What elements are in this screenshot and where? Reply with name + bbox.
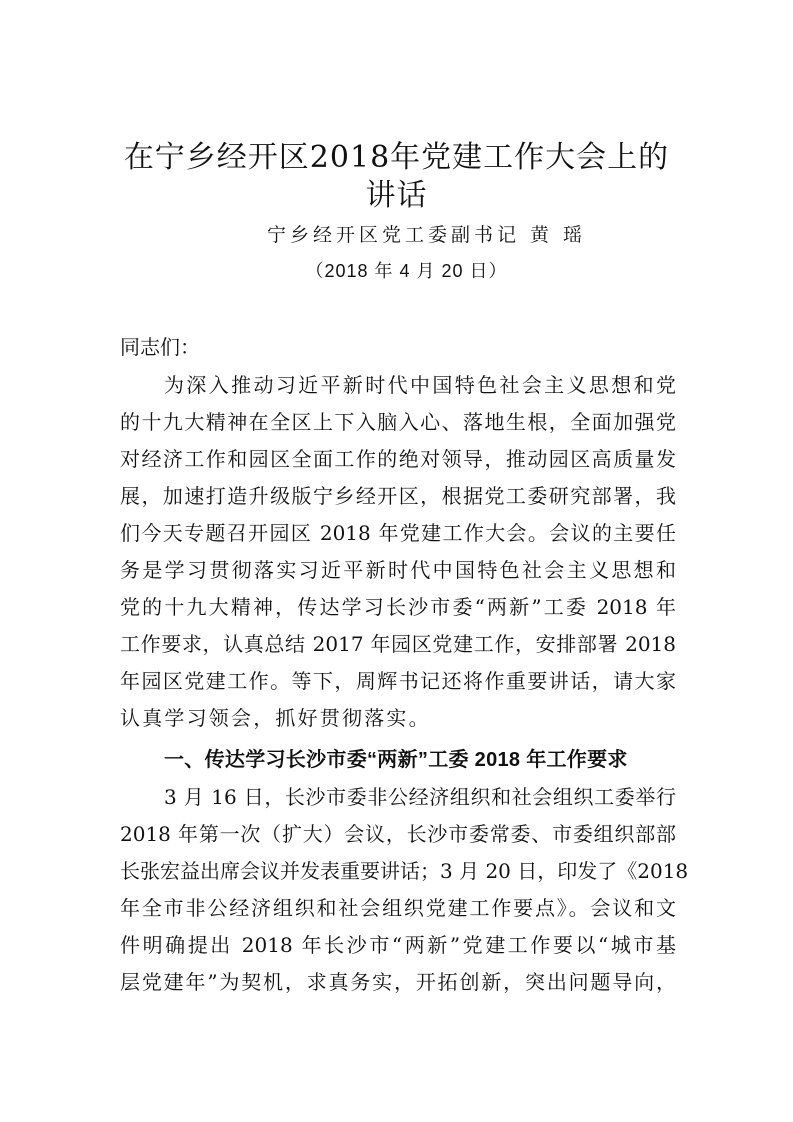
document-title-line-1: 在宁乡经开区2018年党建工作大会上的	[123, 140, 670, 175]
paragraph-line: 2018 年第一次（扩大）会议，长沙市委常委、市委组织部部	[120, 822, 676, 846]
section-heading-1: 一、传达学习长沙市委“两新”工委 2018 年工作要求	[164, 749, 628, 771]
paragraph-line: 工作要求，认真总结 2017 年园区党建工作，安排部署 2018	[120, 632, 676, 656]
paragraph-line: 3 月 16 日，长沙市委非公经济组织和社会组织工委举行	[164, 785, 676, 809]
paragraph-line: 对经济工作和园区全面工作的绝对领导，推动园区高质量发	[120, 447, 676, 471]
paragraph-line: 们今天专题召开园区 2018 年党建工作大会。会议的主要任	[120, 521, 676, 545]
paragraph-line: 为深入推动习近平新时代中国特色社会主义思想和党	[164, 373, 676, 397]
salutation: 同志们：	[120, 335, 200, 359]
speech-date: （2018 年 4 月 20 日）	[305, 261, 508, 281]
paragraph-line: 展，加速打造升级版宁乡经开区，根据党工委研究部署，我	[120, 484, 676, 508]
paragraph-line: 认真学习领会，抓好贯彻落实。	[120, 706, 431, 730]
paragraph-line: 年全市非公经济组织和社会组织党建工作要点》。会议和文	[120, 896, 676, 920]
paragraph-line: 件明确提出 2018 年长沙市“两新”党建工作要以“城市基	[120, 933, 676, 957]
paragraph-line: 党的十九大精神，传达学习长沙市委“两新”工委 2018 年	[120, 595, 676, 619]
paragraph-line: 年园区党建工作。等下，周辉书记还将作重要讲话，请大家	[120, 669, 676, 693]
paragraph-line: 层党建年”为契机，求真务实，开拓创新，突出问题导向，	[120, 970, 676, 994]
document-title-line-2: 讲话	[365, 178, 428, 213]
paragraph-line: 的十九大精神在全区上下入脑入心、落地生根，全面加强党	[120, 410, 676, 434]
author-byline: 宁乡经开区党工委副书记 黄 瑶	[266, 224, 587, 246]
paragraph-line: 务是学习贯彻落实习近平新时代中国特色社会主义思想和	[120, 558, 676, 582]
paragraph-line: 长张宏益出席会议并发表重要讲话；3 月 20 日，印发了《2018	[120, 859, 689, 883]
